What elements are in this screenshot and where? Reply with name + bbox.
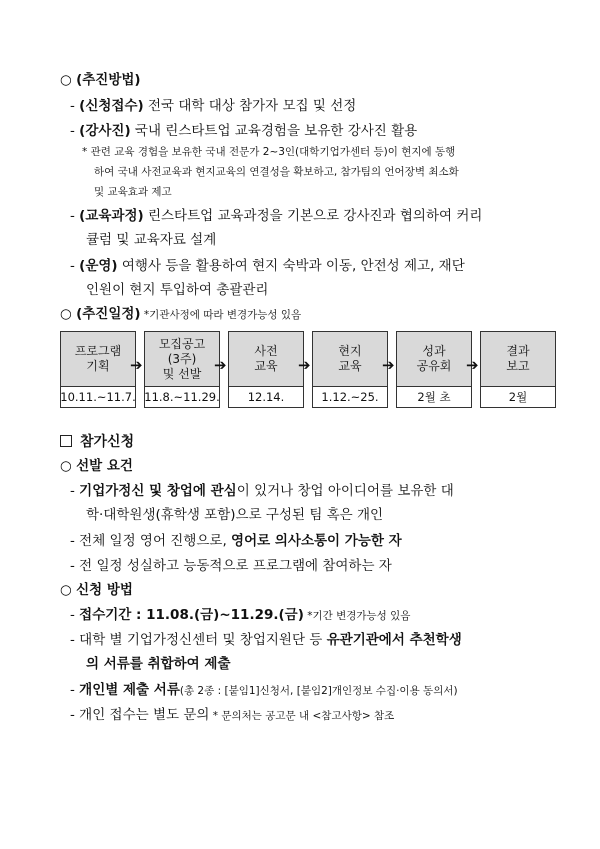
criteria-item-interest: - 기업가정신 및 창업에 관심이 있거나 창업 아이디어를 보유한 대 (70, 483, 454, 499)
criteria-item-participation: - 전 일정 성실하고 능동적으로 프로그램에 참여하는 자 (70, 558, 392, 574)
flow-step-local-education: 현지 교육 1.12.~25. (312, 331, 388, 408)
schedule-heading: ○ (추진일정) *기관사정에 따라 변경가능성 있음 (60, 306, 302, 322)
plan-item-application: - (신청접수) 전국 대학 대상 참가자 모집 및 선정 (70, 98, 357, 114)
plan-item-instructors: - (강사진) 국내 린스타트업 교육경험을 보유한 강사진 활용 (70, 123, 418, 139)
arrow-right-icon: ➔ (382, 356, 395, 374)
arrow-right-icon: ➔ (130, 356, 143, 374)
arrow-right-icon: ➔ (298, 356, 311, 374)
instructor-note-line2: 하여 국내 사전교육과 현지교육의 연결성을 확보하고, 참가팀의 언어장벽 최소화 (94, 166, 459, 178)
arrow-right-icon: ➔ (466, 356, 479, 374)
method-period: - 접수기간 : 11.08.(금)~11.29.(금) *기간 변경가능성 있음 (70, 607, 411, 623)
instructor-note-line1: * 관련 교육 경험을 보유한 국내 전문가 2~3인(대학기업가센터 등)이 현지에 동행 (82, 146, 456, 158)
method-individual: - 개인 접수는 별도 문의 * 문의처는 공고문 내 <참고사항> 참조 (70, 707, 395, 723)
arrow-right-icon: ➔ (214, 356, 227, 374)
apply-section-title: 참가신청 (60, 432, 134, 452)
flow-step-sharing: 성과 공유회 2월 초 (396, 331, 472, 408)
method-documents: - 개인별 제출 서류(총 2종 : [붙임1]신청서, [붙임2]개인정보 수집·이용 동의서) (70, 682, 458, 698)
plan-item-operation-cont: 인원이 현지 투입하여 총괄관리 (86, 282, 269, 298)
flow-step-recruitment: 모집공고 (3주) 및 선발 11.8.~11.29. (144, 331, 220, 408)
criteria-item-interest-cont: 학·대학원생(휴학생 포함)으로 구성된 팀 혹은 개인 (86, 507, 384, 523)
method-heading: ○ 신청 방법 (60, 582, 133, 598)
method-collect-cont: 의 서류를 취합하여 제출 (86, 656, 231, 672)
criteria-heading: ○ 선발 요건 (60, 458, 133, 474)
plan-item-curriculum-cont: 큘럼 및 교육자료 설계 (86, 232, 217, 248)
method-collect: - 대학 별 기업가정신센터 및 창업지원단 등 유관기관에서 추천학생 (70, 632, 462, 648)
checkbox-square-icon (60, 435, 72, 447)
flow-step-pre-education: 사전 교육 12.14. (228, 331, 304, 408)
flow-step-report: 결과 보고 2월 (480, 331, 556, 408)
plan-item-curriculum: - (교육과정) 린스타트업 교육과정을 기본으로 강사진과 협의하여 커리 (70, 208, 483, 224)
criteria-item-english: - 전체 일정 영어 진행으로, 영어로 의사소통이 가능한 자 (70, 533, 402, 549)
instructor-note-line3: 및 교육효과 제고 (94, 186, 172, 198)
plan-item-operation: - (운영) 여행사 등을 활용하여 현지 숙박과 이동, 안전성 제고, 재단 (70, 258, 465, 274)
plan-heading: ○ (추진방법) (60, 72, 141, 88)
flow-step-planning: 프로그램 기획 10.11.~11.7. (60, 331, 136, 408)
